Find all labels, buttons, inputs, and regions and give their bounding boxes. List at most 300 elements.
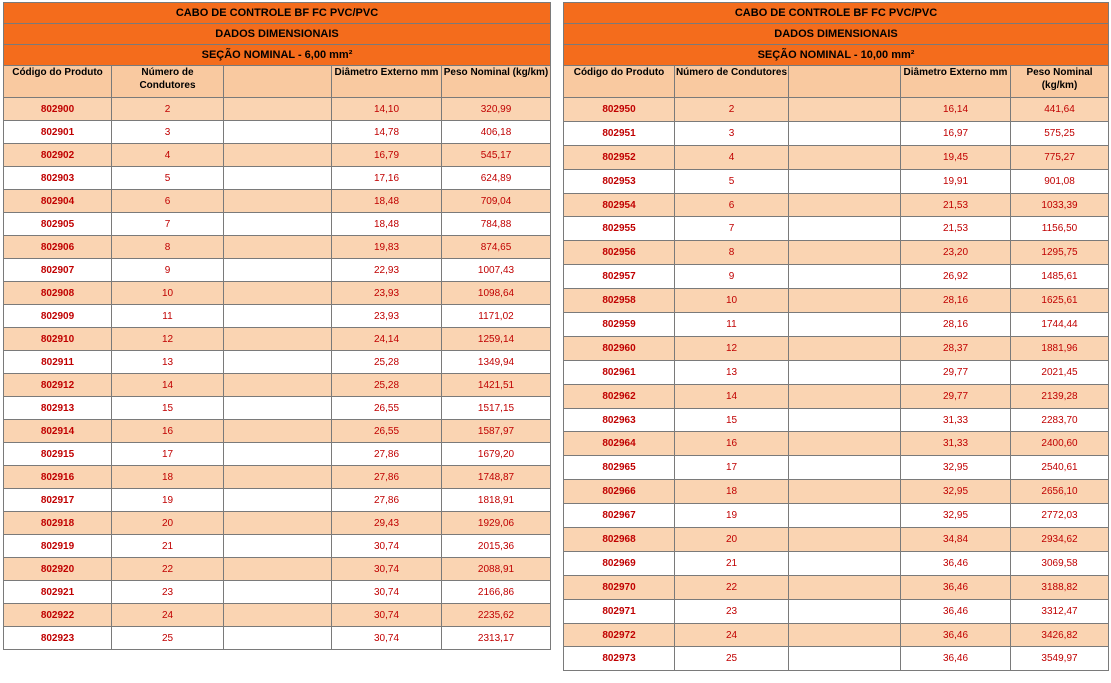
nominal-weight-cell: 1744,44 bbox=[1011, 313, 1109, 337]
table-row bbox=[564, 145, 1109, 169]
nominal-weight-cell: 3426,82 bbox=[1011, 623, 1109, 647]
table-row bbox=[564, 647, 1109, 671]
conductors-cell: 2 bbox=[112, 98, 224, 121]
outer-diameter-cell: 25,28 bbox=[332, 374, 442, 397]
blank-cell bbox=[224, 443, 332, 466]
conductors-cell: 4 bbox=[675, 145, 789, 169]
blank-cell bbox=[789, 313, 901, 337]
table-row bbox=[564, 528, 1109, 552]
nominal-weight-cell: 784,88 bbox=[442, 213, 551, 236]
blank-cell bbox=[789, 456, 901, 480]
product-code-cell: 802966 bbox=[564, 480, 675, 504]
table-row bbox=[4, 489, 551, 512]
blank-cell bbox=[224, 98, 332, 121]
table-row bbox=[564, 599, 1109, 623]
outer-diameter-cell: 32,95 bbox=[901, 504, 1011, 528]
conductors-cell: 23 bbox=[112, 581, 224, 604]
spec-table-6mm bbox=[3, 2, 551, 650]
outer-diameter-cell: 14,78 bbox=[332, 121, 442, 144]
blank-cell bbox=[224, 466, 332, 489]
outer-diameter-cell: 36,46 bbox=[901, 599, 1011, 623]
outer-diameter-cell: 25,28 bbox=[332, 351, 442, 374]
conductors-cell: 20 bbox=[675, 528, 789, 552]
outer-diameter-cell: 22,93 bbox=[332, 259, 442, 282]
table-row bbox=[4, 374, 551, 397]
blank-cell bbox=[224, 604, 332, 627]
blank-cell bbox=[789, 360, 901, 384]
outer-diameter-cell: 18,48 bbox=[332, 213, 442, 236]
table-body bbox=[564, 3, 1109, 671]
product-code-cell: 802920 bbox=[4, 558, 112, 581]
table-row bbox=[564, 623, 1109, 647]
product-code-cell: 802973 bbox=[564, 647, 675, 671]
outer-diameter-cell: 29,77 bbox=[901, 360, 1011, 384]
outer-diameter-cell: 36,46 bbox=[901, 551, 1011, 575]
nominal-weight-cell: 1881,96 bbox=[1011, 336, 1109, 360]
nominal-weight-cell: 2540,61 bbox=[1011, 456, 1109, 480]
table-title: CABO DE CONTROLE BF FC PVC/PVC bbox=[4, 3, 551, 24]
product-code-cell: 802905 bbox=[4, 213, 112, 236]
blank-cell bbox=[789, 623, 901, 647]
table-row bbox=[564, 289, 1109, 313]
table-row bbox=[564, 456, 1109, 480]
product-code-cell: 802901 bbox=[4, 121, 112, 144]
conductors-cell: 16 bbox=[112, 420, 224, 443]
outer-diameter-cell: 17,16 bbox=[332, 167, 442, 190]
conductors-cell: 21 bbox=[112, 535, 224, 558]
conductors-cell: 4 bbox=[112, 144, 224, 167]
spec-table-10mm bbox=[563, 2, 1109, 671]
blank-cell bbox=[789, 121, 901, 145]
conductors-cell: 13 bbox=[112, 351, 224, 374]
product-code-cell: 802902 bbox=[4, 144, 112, 167]
table-row bbox=[564, 265, 1109, 289]
nominal-weight-cell: 1421,51 bbox=[442, 374, 551, 397]
outer-diameter-cell: 36,46 bbox=[901, 575, 1011, 599]
product-code-cell: 802909 bbox=[4, 305, 112, 328]
nominal-weight-cell: 3188,82 bbox=[1011, 575, 1109, 599]
table-row bbox=[564, 313, 1109, 337]
table-row bbox=[4, 236, 551, 259]
table-row bbox=[4, 420, 551, 443]
nominal-weight-cell: 709,04 bbox=[442, 190, 551, 213]
product-code-cell: 802963 bbox=[564, 408, 675, 432]
table-row bbox=[564, 432, 1109, 456]
conductors-cell: 10 bbox=[112, 282, 224, 305]
product-code-cell: 802953 bbox=[564, 169, 675, 193]
conductors-cell: 23 bbox=[675, 599, 789, 623]
conductors-cell: 19 bbox=[112, 489, 224, 512]
conductors-cell: 7 bbox=[112, 213, 224, 236]
table-row bbox=[4, 443, 551, 466]
nominal-weight-cell: 1929,06 bbox=[442, 512, 551, 535]
product-code-cell: 802915 bbox=[4, 443, 112, 466]
product-code-cell: 802955 bbox=[564, 217, 675, 241]
nominal-weight-cell: 545,17 bbox=[442, 144, 551, 167]
blank-cell bbox=[789, 241, 901, 265]
table-row bbox=[4, 259, 551, 282]
header-outer-diameter: Diâmetro Externo mm bbox=[901, 66, 1011, 98]
table-row bbox=[564, 575, 1109, 599]
conductors-cell: 11 bbox=[675, 313, 789, 337]
nominal-weight-cell: 406,18 bbox=[442, 121, 551, 144]
outer-diameter-cell: 31,33 bbox=[901, 432, 1011, 456]
nominal-weight-cell: 2021,45 bbox=[1011, 360, 1109, 384]
nominal-weight-cell: 2772,03 bbox=[1011, 504, 1109, 528]
table-row bbox=[4, 397, 551, 420]
blank-cell bbox=[224, 351, 332, 374]
table-subtitle: DADOS DIMENSIONAIS bbox=[4, 24, 551, 45]
table-row bbox=[564, 504, 1109, 528]
header-nominal-weight: Peso Nominal (kg/km) bbox=[442, 66, 551, 98]
table-row bbox=[4, 328, 551, 351]
nominal-weight-cell: 624,89 bbox=[442, 167, 551, 190]
header-product-code: Código do Produto bbox=[564, 66, 675, 98]
nominal-weight-cell: 874,65 bbox=[442, 236, 551, 259]
product-code-cell: 802923 bbox=[4, 627, 112, 650]
table-row bbox=[4, 604, 551, 627]
nominal-weight-cell: 1295,75 bbox=[1011, 241, 1109, 265]
conductors-cell: 15 bbox=[112, 397, 224, 420]
table-row bbox=[564, 360, 1109, 384]
conductors-cell: 3 bbox=[112, 121, 224, 144]
nominal-weight-cell: 2656,10 bbox=[1011, 480, 1109, 504]
product-code-cell: 802960 bbox=[564, 336, 675, 360]
conductors-cell: 9 bbox=[675, 265, 789, 289]
nominal-weight-cell: 3312,47 bbox=[1011, 599, 1109, 623]
conductors-cell: 20 bbox=[112, 512, 224, 535]
table-row bbox=[564, 169, 1109, 193]
blank-cell bbox=[224, 190, 332, 213]
product-code-cell: 802950 bbox=[564, 98, 675, 122]
outer-diameter-cell: 32,95 bbox=[901, 456, 1011, 480]
nominal-weight-cell: 2166,86 bbox=[442, 581, 551, 604]
outer-diameter-cell: 34,84 bbox=[901, 528, 1011, 552]
nominal-weight-cell: 441,64 bbox=[1011, 98, 1109, 122]
nominal-weight-cell: 1033,39 bbox=[1011, 193, 1109, 217]
table-row bbox=[4, 305, 551, 328]
product-code-cell: 802964 bbox=[564, 432, 675, 456]
conductors-cell: 12 bbox=[112, 328, 224, 351]
nominal-weight-cell: 1748,87 bbox=[442, 466, 551, 489]
product-code-cell: 802914 bbox=[4, 420, 112, 443]
blank-cell bbox=[789, 551, 901, 575]
outer-diameter-cell: 36,46 bbox=[901, 647, 1011, 671]
conductors-cell: 22 bbox=[112, 558, 224, 581]
header-product-code: Código do Produto bbox=[4, 66, 112, 98]
conductors-cell: 9 bbox=[112, 259, 224, 282]
outer-diameter-cell: 30,74 bbox=[332, 581, 442, 604]
blank-cell bbox=[224, 627, 332, 650]
outer-diameter-cell: 26,92 bbox=[901, 265, 1011, 289]
outer-diameter-cell: 23,93 bbox=[332, 305, 442, 328]
table-subtitle: DADOS DIMENSIONAIS bbox=[564, 24, 1109, 45]
nominal-weight-cell: 1098,64 bbox=[442, 282, 551, 305]
product-code-cell: 802910 bbox=[4, 328, 112, 351]
blank-cell bbox=[224, 512, 332, 535]
header-conductors: Número de Condutores bbox=[675, 66, 789, 98]
table-row bbox=[4, 535, 551, 558]
outer-diameter-cell: 27,86 bbox=[332, 443, 442, 466]
product-code-cell: 802917 bbox=[4, 489, 112, 512]
blank-cell bbox=[789, 528, 901, 552]
conductors-cell: 18 bbox=[675, 480, 789, 504]
product-code-cell: 802908 bbox=[4, 282, 112, 305]
outer-diameter-cell: 21,53 bbox=[901, 217, 1011, 241]
blank-cell bbox=[224, 420, 332, 443]
table-title: CABO DE CONTROLE BF FC PVC/PVC bbox=[564, 3, 1109, 24]
nominal-weight-cell: 1818,91 bbox=[442, 489, 551, 512]
blank-cell bbox=[224, 167, 332, 190]
nominal-weight-cell: 775,27 bbox=[1011, 145, 1109, 169]
nominal-weight-cell: 2088,91 bbox=[442, 558, 551, 581]
conductors-cell: 22 bbox=[675, 575, 789, 599]
table-row bbox=[4, 98, 551, 121]
product-code-cell: 802904 bbox=[4, 190, 112, 213]
blank-cell bbox=[789, 432, 901, 456]
conductors-cell: 14 bbox=[675, 384, 789, 408]
outer-diameter-cell: 16,14 bbox=[901, 98, 1011, 122]
conductors-cell: 25 bbox=[675, 647, 789, 671]
table-row bbox=[4, 581, 551, 604]
nominal-weight-cell: 1679,20 bbox=[442, 443, 551, 466]
nominal-weight-cell: 2235,62 bbox=[442, 604, 551, 627]
conductors-cell: 17 bbox=[675, 456, 789, 480]
product-code-cell: 802918 bbox=[4, 512, 112, 535]
nominal-weight-cell: 1156,50 bbox=[1011, 217, 1109, 241]
conductors-cell: 24 bbox=[675, 623, 789, 647]
outer-diameter-cell: 26,55 bbox=[332, 397, 442, 420]
blank-cell bbox=[224, 374, 332, 397]
table-row bbox=[564, 241, 1109, 265]
blank-cell bbox=[789, 408, 901, 432]
outer-diameter-cell: 28,16 bbox=[901, 289, 1011, 313]
conductors-cell: 8 bbox=[675, 241, 789, 265]
product-code-cell: 802907 bbox=[4, 259, 112, 282]
outer-diameter-cell: 28,16 bbox=[901, 313, 1011, 337]
nominal-weight-cell: 901,08 bbox=[1011, 169, 1109, 193]
product-code-cell: 802951 bbox=[564, 121, 675, 145]
product-code-cell: 802911 bbox=[4, 351, 112, 374]
product-code-cell: 802970 bbox=[564, 575, 675, 599]
product-code-cell: 802954 bbox=[564, 193, 675, 217]
product-code-cell: 802965 bbox=[564, 456, 675, 480]
conductors-cell: 3 bbox=[675, 121, 789, 145]
table-row bbox=[4, 512, 551, 535]
conductors-cell: 14 bbox=[112, 374, 224, 397]
blank-cell bbox=[224, 535, 332, 558]
product-code-cell: 802900 bbox=[4, 98, 112, 121]
blank-cell bbox=[789, 145, 901, 169]
blank-cell bbox=[789, 384, 901, 408]
conductors-cell: 6 bbox=[675, 193, 789, 217]
table-body bbox=[4, 3, 551, 650]
conductors-cell: 8 bbox=[112, 236, 224, 259]
product-code-cell: 802916 bbox=[4, 466, 112, 489]
conductors-cell: 13 bbox=[675, 360, 789, 384]
table-row bbox=[564, 384, 1109, 408]
product-code-cell: 802903 bbox=[4, 167, 112, 190]
outer-diameter-cell: 30,74 bbox=[332, 604, 442, 627]
blank-cell bbox=[789, 599, 901, 623]
table-row bbox=[4, 558, 551, 581]
table-row bbox=[564, 408, 1109, 432]
blank-cell bbox=[224, 305, 332, 328]
table-row bbox=[564, 551, 1109, 575]
header-blank bbox=[224, 66, 332, 98]
outer-diameter-cell: 19,91 bbox=[901, 169, 1011, 193]
outer-diameter-cell: 16,97 bbox=[901, 121, 1011, 145]
product-code-cell: 802967 bbox=[564, 504, 675, 528]
conductors-cell: 15 bbox=[675, 408, 789, 432]
table-row bbox=[4, 144, 551, 167]
blank-cell bbox=[789, 193, 901, 217]
outer-diameter-cell: 30,74 bbox=[332, 558, 442, 581]
blank-cell bbox=[224, 282, 332, 305]
conductors-cell: 5 bbox=[675, 169, 789, 193]
blank-cell bbox=[224, 581, 332, 604]
outer-diameter-cell: 14,10 bbox=[332, 98, 442, 121]
conductors-cell: 21 bbox=[675, 551, 789, 575]
conductors-cell: 17 bbox=[112, 443, 224, 466]
product-code-cell: 802912 bbox=[4, 374, 112, 397]
header-blank bbox=[789, 66, 901, 98]
nominal-weight-cell: 1349,94 bbox=[442, 351, 551, 374]
conductors-cell: 6 bbox=[112, 190, 224, 213]
product-code-cell: 802921 bbox=[4, 581, 112, 604]
blank-cell bbox=[789, 289, 901, 313]
table-row bbox=[4, 466, 551, 489]
blank-cell bbox=[224, 213, 332, 236]
blank-cell bbox=[789, 504, 901, 528]
blank-cell bbox=[789, 647, 901, 671]
nominal-weight-cell: 1625,61 bbox=[1011, 289, 1109, 313]
nominal-weight-cell: 1485,61 bbox=[1011, 265, 1109, 289]
nominal-weight-cell: 1259,14 bbox=[442, 328, 551, 351]
nominal-weight-cell: 2015,36 bbox=[442, 535, 551, 558]
outer-diameter-cell: 19,83 bbox=[332, 236, 442, 259]
outer-diameter-cell: 36,46 bbox=[901, 623, 1011, 647]
header-conductors: Número de Condutores bbox=[112, 66, 224, 98]
header-nominal-weight: Peso Nominal (kg/km) bbox=[1011, 66, 1109, 98]
section-label: SEÇÃO NOMINAL - 10,00 mm² bbox=[564, 45, 1109, 66]
table-row bbox=[564, 121, 1109, 145]
outer-diameter-cell: 30,74 bbox=[332, 535, 442, 558]
outer-diameter-cell: 26,55 bbox=[332, 420, 442, 443]
nominal-weight-cell: 3069,58 bbox=[1011, 551, 1109, 575]
outer-diameter-cell: 21,53 bbox=[901, 193, 1011, 217]
blank-cell bbox=[224, 144, 332, 167]
blank-cell bbox=[224, 236, 332, 259]
table-row bbox=[564, 98, 1109, 122]
outer-diameter-cell: 19,45 bbox=[901, 145, 1011, 169]
table-row bbox=[4, 213, 551, 236]
nominal-weight-cell: 2934,62 bbox=[1011, 528, 1109, 552]
blank-cell bbox=[789, 265, 901, 289]
table-row bbox=[4, 282, 551, 305]
product-code-cell: 802919 bbox=[4, 535, 112, 558]
conductors-cell: 11 bbox=[112, 305, 224, 328]
blank-cell bbox=[224, 328, 332, 351]
conductors-cell: 12 bbox=[675, 336, 789, 360]
product-code-cell: 802961 bbox=[564, 360, 675, 384]
conductors-cell: 19 bbox=[675, 504, 789, 528]
conductors-cell: 10 bbox=[675, 289, 789, 313]
nominal-weight-cell: 2400,60 bbox=[1011, 432, 1109, 456]
blank-cell bbox=[224, 558, 332, 581]
outer-diameter-cell: 16,79 bbox=[332, 144, 442, 167]
product-code-cell: 802968 bbox=[564, 528, 675, 552]
outer-diameter-cell: 29,77 bbox=[901, 384, 1011, 408]
outer-diameter-cell: 27,86 bbox=[332, 466, 442, 489]
outer-diameter-cell: 18,48 bbox=[332, 190, 442, 213]
nominal-weight-cell: 1587,97 bbox=[442, 420, 551, 443]
product-code-cell: 802956 bbox=[564, 241, 675, 265]
outer-diameter-cell: 28,37 bbox=[901, 336, 1011, 360]
nominal-weight-cell: 2139,28 bbox=[1011, 384, 1109, 408]
outer-diameter-cell: 31,33 bbox=[901, 408, 1011, 432]
outer-diameter-cell: 32,95 bbox=[901, 480, 1011, 504]
blank-cell bbox=[224, 397, 332, 420]
blank-cell bbox=[224, 489, 332, 512]
product-code-cell: 802906 bbox=[4, 236, 112, 259]
product-code-cell: 802969 bbox=[564, 551, 675, 575]
table-row bbox=[564, 336, 1109, 360]
nominal-weight-cell: 3549,97 bbox=[1011, 647, 1109, 671]
outer-diameter-cell: 27,86 bbox=[332, 489, 442, 512]
product-code-cell: 802971 bbox=[564, 599, 675, 623]
conductors-cell: 7 bbox=[675, 217, 789, 241]
conductors-cell: 18 bbox=[112, 466, 224, 489]
outer-diameter-cell: 30,74 bbox=[332, 627, 442, 650]
product-code-cell: 802962 bbox=[564, 384, 675, 408]
nominal-weight-cell: 2283,70 bbox=[1011, 408, 1109, 432]
nominal-weight-cell: 1517,15 bbox=[442, 397, 551, 420]
section-label: SEÇÃO NOMINAL - 6,00 mm² bbox=[4, 45, 551, 66]
nominal-weight-cell: 575,25 bbox=[1011, 121, 1109, 145]
product-code-cell: 802922 bbox=[4, 604, 112, 627]
nominal-weight-cell: 320,99 bbox=[442, 98, 551, 121]
nominal-weight-cell: 1171,02 bbox=[442, 305, 551, 328]
blank-cell bbox=[789, 217, 901, 241]
header-outer-diameter: Diâmetro Externo mm bbox=[332, 66, 442, 98]
blank-cell bbox=[789, 480, 901, 504]
conductors-cell: 2 bbox=[675, 98, 789, 122]
product-code-cell: 802959 bbox=[564, 313, 675, 337]
outer-diameter-cell: 23,93 bbox=[332, 282, 442, 305]
blank-cell bbox=[224, 259, 332, 282]
product-code-cell: 802972 bbox=[564, 623, 675, 647]
conductors-cell: 24 bbox=[112, 604, 224, 627]
product-code-cell: 802952 bbox=[564, 145, 675, 169]
product-code-cell: 802913 bbox=[4, 397, 112, 420]
nominal-weight-cell: 2313,17 bbox=[442, 627, 551, 650]
conductors-cell: 16 bbox=[675, 432, 789, 456]
table-row bbox=[4, 627, 551, 650]
nominal-weight-cell: 1007,43 bbox=[442, 259, 551, 282]
table-row bbox=[564, 217, 1109, 241]
outer-diameter-cell: 23,20 bbox=[901, 241, 1011, 265]
blank-cell bbox=[789, 575, 901, 599]
blank-cell bbox=[789, 336, 901, 360]
product-code-cell: 802958 bbox=[564, 289, 675, 313]
conductors-cell: 5 bbox=[112, 167, 224, 190]
blank-cell bbox=[789, 98, 901, 122]
blank-cell bbox=[789, 169, 901, 193]
product-code-cell: 802957 bbox=[564, 265, 675, 289]
outer-diameter-cell: 24,14 bbox=[332, 328, 442, 351]
table-row bbox=[4, 167, 551, 190]
